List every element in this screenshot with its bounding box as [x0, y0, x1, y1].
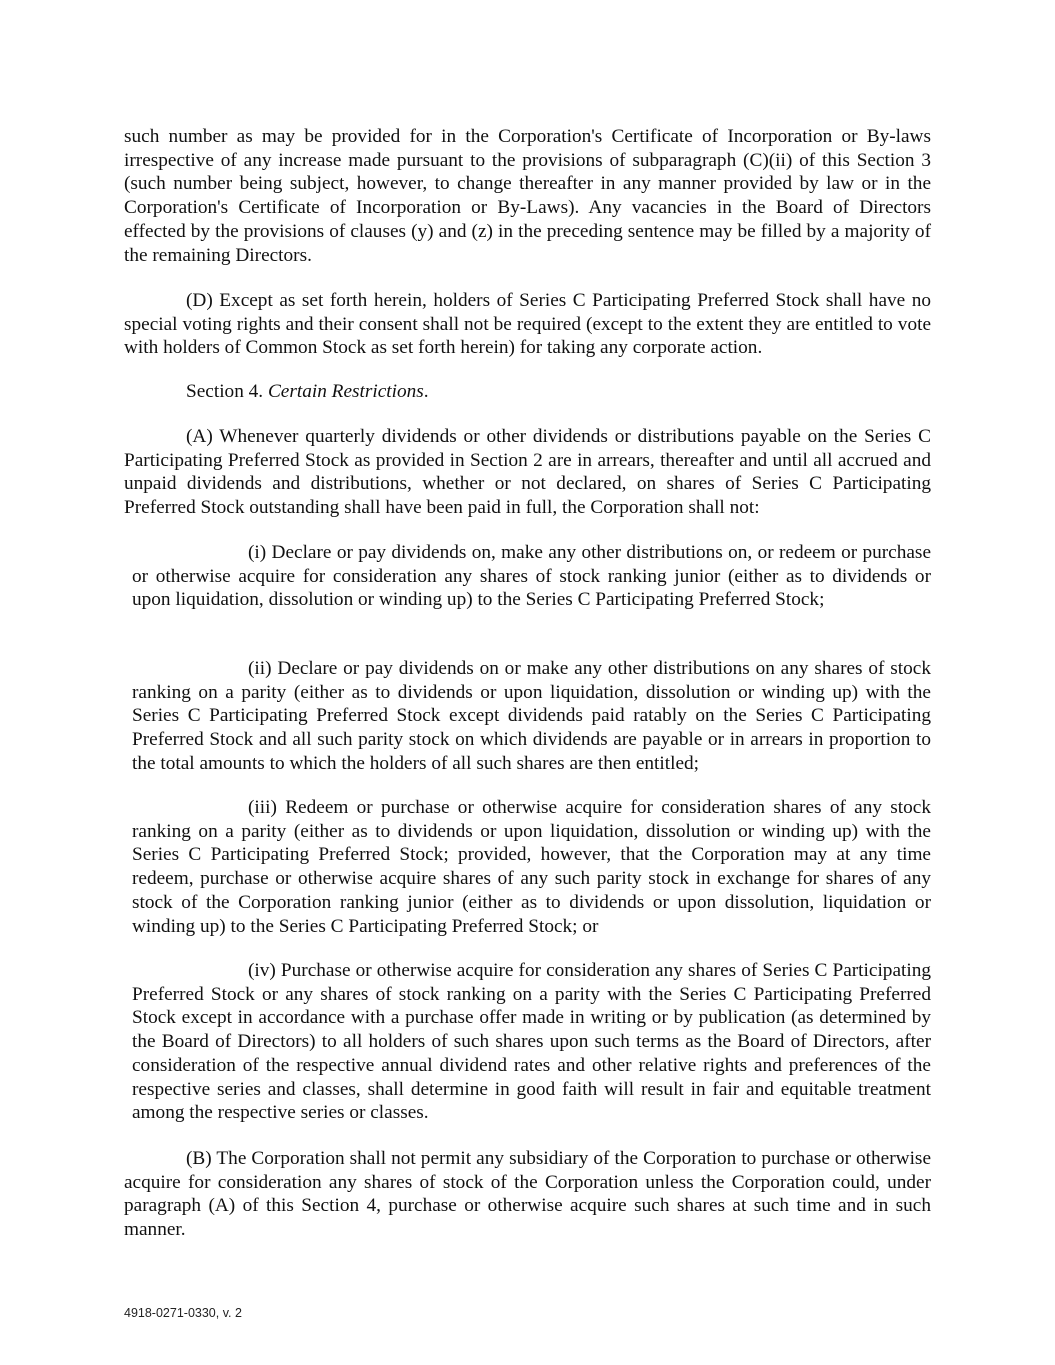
paragraph-b: (B) The Corporation shall not permit any subsidiary of the Corporation to purchase or otherwise acquire for consideration any shares of stock of the Corporation unless the Corporation could, under paragraph (A) of this Section 4, purchase or otherwise acquire such shares at such time and in such manner. [124, 1148, 931, 1241]
paragraph-a: (A) Whenever quarterly dividends or other dividends or distributions payable on the Series C Participating Preferred Stock as provided in Section 2 are in arrears, thereafter and until all accrued and unpaid dividends and distributions, whether or not declared, on shares of Series C Participating Preferred Stock outstanding shall have been paid in full, the Corporation shall not: [124, 426, 931, 519]
section-4-prefix: Section 4. [186, 381, 268, 402]
section-4-title: Certain Restrictions [267, 381, 424, 402]
subclause-ii: (ii) Declare or pay dividends on or make any other distributions on any shares of stock ranking on a parity (either as to dividends or upon liquidation, dissolution or winding up) with the Series C Participating Preferred Stock except dividends paid ratably on the Series C Participating Preferred Stock and all such parity stock on which dividends are payable or in arrears in proportion to the total amounts to which the holders of all such shares are then entitled; [132, 658, 931, 774]
section-4-suffix: . [423, 381, 429, 402]
section-4-heading [124, 380, 931, 404]
subclause-i: (i) Declare or pay dividends on, make any other distributions on, or redeem or purchase or otherwise acquire for consideration any shares of stock ranking junior (either as to dividends or upon liquidation, dissolution or winding up) to the Series C Participating Preferred Stock; [132, 542, 931, 611]
subclause-iii: (iii) Redeem or purchase or otherwise acquire for consideration shares of any stock ranking on a parity (either as to dividends or upon liquidation, dissolution or winding up) with the Series C Participating Preferred Stock; provided, however, that the Corporation may at any time redeem, purchase or otherwise acquire shares of any such parity stock in exchange for shares of any stock of the Corporation ranking junior (either as to dividends or upon dissolution, liquidation or winding up) to the Series C Participating Preferred Stock; or [132, 797, 931, 937]
paragraph-d: (D) Except as set forth herein, holders of Series C Participating Preferred Stock shall have no special voting rights and their consent shall not be required (except to the extent they are entitled to vote with holders of Common Stock as set forth herein) for taking any corporate action. [124, 290, 931, 359]
paragraph-continuation: such number as may be provided for in the Corporation's Certificate of Incorporation or By-laws irrespective of any increase made pursuant to the provisions of subparagraph (C)(ii) of this Section 3 (such number being subject, however, to change thereafter in any manner provided by law or in the Corporation's Certificate of Incorporation or By-Laws). Any vacancies in the Board of Directors effected by the provisions of clauses (y) and (z) in the preceding sentence may be filled by a majority of the remaining Directors. [124, 126, 931, 266]
subclause-iv: (iv) Purchase or otherwise acquire for consideration any shares of Series C Participating Preferred Stock or any shares of stock ranking on a parity with the Series C Participating Preferred Stock except in accordance with a purchase offer made in writing or by publication (as determined by the Board of Directors) to all holders of such shares upon such terms as the Board of Directors, after consideration of the respective annual dividend rates and other relative rights and preferences of the respective series and classes, shall determine in good faith will result in fair and equitable treatment among the respective series or classes. [132, 960, 931, 1124]
document-footer-id: 4918-0271-0330, v. 2 [124, 1306, 242, 1320]
